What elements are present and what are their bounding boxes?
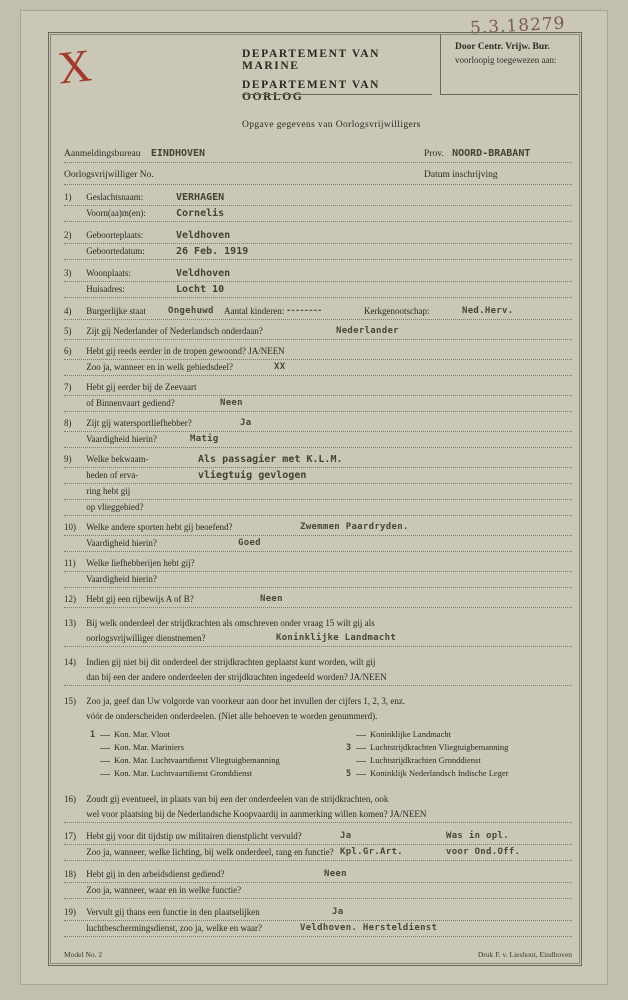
q9d-label: op vlieggebied?: [86, 502, 144, 512]
q16b-label: wel voor plaatsing bij de Nederlandsche Koopvaardij in aanmerking willen komen? JA/NEEN: [86, 809, 427, 819]
q13b-label: oorlogsvrijwilliger dienstnemen?: [86, 633, 206, 643]
q3-answer: Veldhoven: [176, 268, 231, 279]
q7b-answer: Neen: [220, 398, 243, 408]
province-value: NOORD-BRABANT: [452, 148, 531, 159]
q8-label: Zijt gij watersportliefhebber?: [86, 418, 192, 428]
q4-number: 4): [64, 306, 72, 316]
preference-label: Kon. Mar. Luchtvaartdienst Gronddienst: [114, 768, 253, 778]
registration-date-label: Datum inschrijving: [424, 170, 498, 180]
bureau-label: Aanmeldingsbureau: [64, 149, 141, 159]
preference-item[interactable]: [346, 741, 586, 754]
q17-number: 17): [64, 831, 76, 841]
q4-children-value: --------: [286, 306, 322, 316]
q7-number: 7): [64, 382, 72, 392]
q9-label: Welke bekwaam-: [86, 454, 149, 464]
q6b-label: Zoo ja, wanneer en in welk gebiedsdeel?: [86, 362, 233, 372]
q17b-answer-2: voor Ond.Off.: [446, 847, 521, 857]
field-air-protection-1: [64, 905, 572, 921]
field-watersports-skill: [64, 432, 572, 448]
preference-item[interactable]: [90, 741, 340, 754]
q2-label: Geboorteplaats:: [86, 230, 144, 240]
q17-label: Hebt gij voor dit tijdstip uw militairen dienstplicht vervuld?: [86, 831, 302, 841]
q16-label: Zoudt gij eventueel, in plaats van bij een der onderdeelen van de strijdkrachten, ook: [86, 794, 389, 804]
q16-number: 16): [64, 794, 76, 804]
q13b-answer: Koninklijke Landmacht: [276, 633, 397, 643]
field-labour-service-detail: [64, 883, 572, 899]
field-seafaring-1: [64, 380, 572, 396]
preference-item[interactable]: [90, 754, 340, 767]
bureau-value: EINDHOVEN: [150, 148, 206, 159]
field-firstnames: [64, 206, 572, 222]
preference-table: [64, 728, 572, 786]
q9-answer: Als passagier met K.L.M.: [198, 454, 343, 465]
q11b-label: Vaardigheid hierin?: [86, 574, 157, 584]
field-preference-intro-1: [64, 694, 572, 709]
q4-answer: Ongehuwd: [168, 306, 214, 316]
form-sheet: [20, 10, 608, 985]
department-rule: [242, 94, 432, 95]
field-alt-branch-2: [64, 670, 572, 686]
field-hobbies: [64, 556, 572, 572]
q9c-label: ring hebt gij: [86, 486, 131, 496]
leader-dash: [100, 761, 110, 762]
central-bureau-box: [440, 34, 578, 94]
q11-label: Welke liefhebberijen hebt gij?: [86, 558, 195, 568]
department-war: DEPARTEMENT VAN OORLOG: [242, 79, 381, 103]
q17-answer: Ja: [340, 831, 352, 841]
q1-label: Geslachtsnaam:: [86, 192, 144, 202]
q5-answer: Nederlander: [336, 326, 399, 336]
leader-dash: [356, 748, 366, 749]
q7b-label: of Binnenvaart gediend?: [86, 398, 175, 408]
field-military-service: [64, 829, 572, 845]
q4-children-label: Aantal kinderen:: [224, 306, 285, 316]
field-aviation-3: [64, 484, 572, 500]
q12-label: Hebt gij een rijbewijs A of B?: [86, 594, 194, 604]
q8b-answer: Matig: [190, 434, 219, 444]
q2b-label: Geboortedatum:: [86, 246, 145, 256]
q9-number: 9): [64, 454, 72, 464]
registration-date-row: [424, 170, 584, 180]
q12-number: 12): [64, 594, 76, 604]
province-row: [424, 148, 584, 159]
bureau-row: [64, 148, 424, 159]
field-hobbies-skill: [64, 572, 572, 588]
q6b-answer: XX: [274, 362, 286, 372]
preference-label: Luchtstrijdkrachten Gronddienst: [370, 755, 481, 765]
q13-number: 13): [64, 618, 76, 628]
department-heading: [242, 48, 442, 110]
preference-column-left: [90, 728, 340, 780]
central-bureau-subtitle: voorloopig toegewezen aan:: [455, 55, 557, 65]
leader-dash: [356, 735, 366, 736]
preference-label: Luchtstrijdkrachten Vliegtuigbemanning: [370, 742, 509, 752]
q12-answer: Neen: [260, 594, 283, 604]
q10b-answer: Goed: [238, 538, 261, 548]
q15-label: Zoo ja, geef dan Uw volgorde van voorkeur aan door het invullen der cijfers 1, 2, 3, enz.: [86, 696, 406, 706]
q19-number: 19): [64, 907, 76, 917]
preference-item[interactable]: [90, 767, 340, 780]
red-x-mark: X: [55, 39, 94, 94]
field-tropics-lived: [64, 344, 572, 360]
central-bureau-rule: [440, 94, 578, 95]
q5-number: 5): [64, 326, 72, 336]
q6-label: Hebt gij reeds eerder in de tropen gewoond? JA/NEEN: [86, 346, 285, 356]
q9b-label: heden of erva-: [86, 470, 139, 480]
leader-dash: [356, 774, 366, 775]
field-aviation-2: [64, 468, 572, 484]
q1-answer: VERHAGEN: [176, 192, 225, 203]
q9b-answer: vliegtuig gevlogen: [198, 470, 307, 481]
q18-answer: Neen: [324, 869, 347, 879]
field-preference-intro-2: [64, 709, 572, 724]
preference-item[interactable]: [346, 754, 586, 767]
q6-number: 6): [64, 346, 72, 356]
field-branch-choice-2: [64, 631, 572, 647]
form-footer: [64, 950, 572, 959]
field-tropics-where: [64, 360, 572, 376]
preference-label: Koninklijk Nederlandsch Indische Leger: [370, 768, 509, 778]
q4-religion-answer: Ned.Herv.: [462, 306, 514, 316]
field-birthplace: [64, 228, 572, 244]
model-number: Model No. 2: [64, 950, 103, 959]
field-address: [64, 282, 572, 298]
header-rule-2: [64, 184, 572, 185]
q14b-label: dan bij een der andere onderdeelen der strijdkrachten ingedeeld worden? JA/NEEN: [86, 672, 387, 682]
preference-label: Kon. Mar. Luchtvaartdienst Vliegtuigbemanning: [114, 755, 280, 765]
q18-number: 18): [64, 869, 76, 879]
field-nationality: [64, 324, 572, 340]
q2b-answer: 26 Feb. 1919: [176, 246, 249, 257]
q15b-label: vóór de onderscheiden onderdeelen. (Niet alle behoeven te worden genummerd).: [86, 711, 378, 721]
q8b-label: Vaardigheid hierin?: [86, 434, 157, 444]
q13-label: Bij welk onderdeel der strijdkrachten als omschreven onder vraag 15 wilt gij als: [86, 618, 375, 628]
leader-dash: [100, 774, 110, 775]
q19b-label: luchtbeschermingsdienst, zoo ja, welke en waar?: [86, 923, 262, 933]
province-label: Prov.: [424, 149, 444, 159]
field-military-service-detail: [64, 845, 572, 861]
field-aviation-4: [64, 500, 572, 516]
volunteer-number-row: [64, 170, 424, 180]
q8-answer: Ja: [240, 418, 252, 428]
preference-column-right: [346, 728, 586, 780]
q19-answer: Ja: [332, 907, 344, 917]
q18-label: Hebt gij in den arbeidsdienst gediend?: [86, 869, 225, 879]
q17b-label: Zoo ja, wanneer, welke lichting, bij welk onderdeel, rang en functie?: [86, 847, 334, 857]
leader-dash: [100, 735, 110, 736]
preference-label: Koninklijke Landmacht: [370, 729, 451, 739]
q1b-answer: Cornelis: [176, 208, 225, 219]
q14-number: 14): [64, 657, 76, 667]
field-merchant-navy-1: [64, 792, 572, 807]
handwritten-reference: 5.3.18279: [470, 13, 567, 39]
printer-credit: Druk F. v. Lieshout, Eindhoven: [477, 950, 572, 959]
q1b-label: Voorn(aa)m(en):: [86, 208, 146, 218]
q3b-label: Huisadres:: [86, 284, 125, 294]
q3b-answer: Locht 10: [176, 284, 225, 295]
q11-number: 11): [64, 558, 76, 568]
field-drivers-licence: [64, 592, 572, 608]
field-branch-choice-1: [64, 616, 572, 631]
q2-answer: Veldhoven: [176, 230, 231, 241]
q17b-answer: Kpl.Gr.Art.: [340, 847, 403, 857]
field-merchant-navy-2: [64, 807, 572, 823]
q19b-answer: Veldhoven. Hersteldienst: [300, 923, 438, 933]
leader-dash: [356, 761, 366, 762]
q2-number: 2): [64, 230, 72, 240]
preference-rank: 5: [346, 769, 352, 779]
field-other-sports: [64, 520, 572, 536]
q7-label: Hebt gij eerder bij de Zeevaart: [86, 382, 197, 392]
preference-rank: 1: [90, 730, 96, 740]
q3-number: 3): [64, 268, 72, 278]
field-watersports: [64, 416, 572, 432]
field-air-protection-2: [64, 921, 572, 937]
q10b-label: Vaardigheid hierin?: [86, 538, 157, 548]
central-bureau-title: Door Centr. Vrijw. Bur.: [455, 42, 550, 52]
q10-answer: Zwemmen Paardryden.: [300, 522, 409, 532]
preference-item[interactable]: [346, 767, 586, 780]
q14-label: Indien gij niet bij dit onderdeel der strijdkrachten geplaatst kunt worden, wilt gij: [86, 657, 376, 667]
q10-number: 10): [64, 522, 76, 532]
field-residence: [64, 266, 572, 282]
q3-label: Woonplaats:: [86, 268, 131, 278]
field-marital-status: [64, 304, 572, 320]
q18b-label: Zoo ja, wanneer, waar en in welke functie?: [86, 885, 242, 895]
field-other-sports-skill: [64, 536, 572, 552]
q4-label: Burgerlijke staat: [86, 306, 146, 316]
q8-number: 8): [64, 418, 72, 428]
field-aviation-1: [64, 452, 572, 468]
q10-label: Welke andere sporten hebt gij beoefend?: [86, 522, 233, 532]
preference-label: Kon. Mar. Mariniers: [114, 742, 184, 752]
header-rule-1: [64, 162, 572, 163]
field-alt-branch-1: [64, 655, 572, 670]
field-surname: [64, 190, 572, 206]
department-marine: DEPARTEMENT VAN MARINE: [242, 48, 381, 72]
field-seafaring-2: [64, 396, 572, 412]
volunteer-number-label: Oorlogsvrijwilliger No.: [64, 170, 154, 180]
field-birthdate: [64, 244, 572, 260]
form-subtitle: Opgave gegevens van Oorlogsvrijwilligers: [242, 120, 421, 130]
q19-label: Vervult gij thans een functie in den plaatselijken: [86, 907, 260, 917]
preference-rank: 3: [346, 743, 352, 753]
q15-number: 15): [64, 696, 76, 706]
q5-label: Zijt gij Nederlander of Nederlandsch onderdaan?: [86, 326, 263, 336]
q1-number: 1): [64, 192, 72, 202]
preference-label: Kon. Mar. Vloot: [114, 729, 171, 739]
q4-religion-label: Kerkgenootschap:: [364, 306, 430, 316]
q17-answer-2: Was in opl.: [446, 831, 509, 841]
leader-dash: [100, 748, 110, 749]
preference-item[interactable]: [90, 728, 340, 741]
field-labour-service: [64, 867, 572, 883]
form-body: [64, 190, 572, 937]
preference-item[interactable]: [346, 728, 586, 741]
